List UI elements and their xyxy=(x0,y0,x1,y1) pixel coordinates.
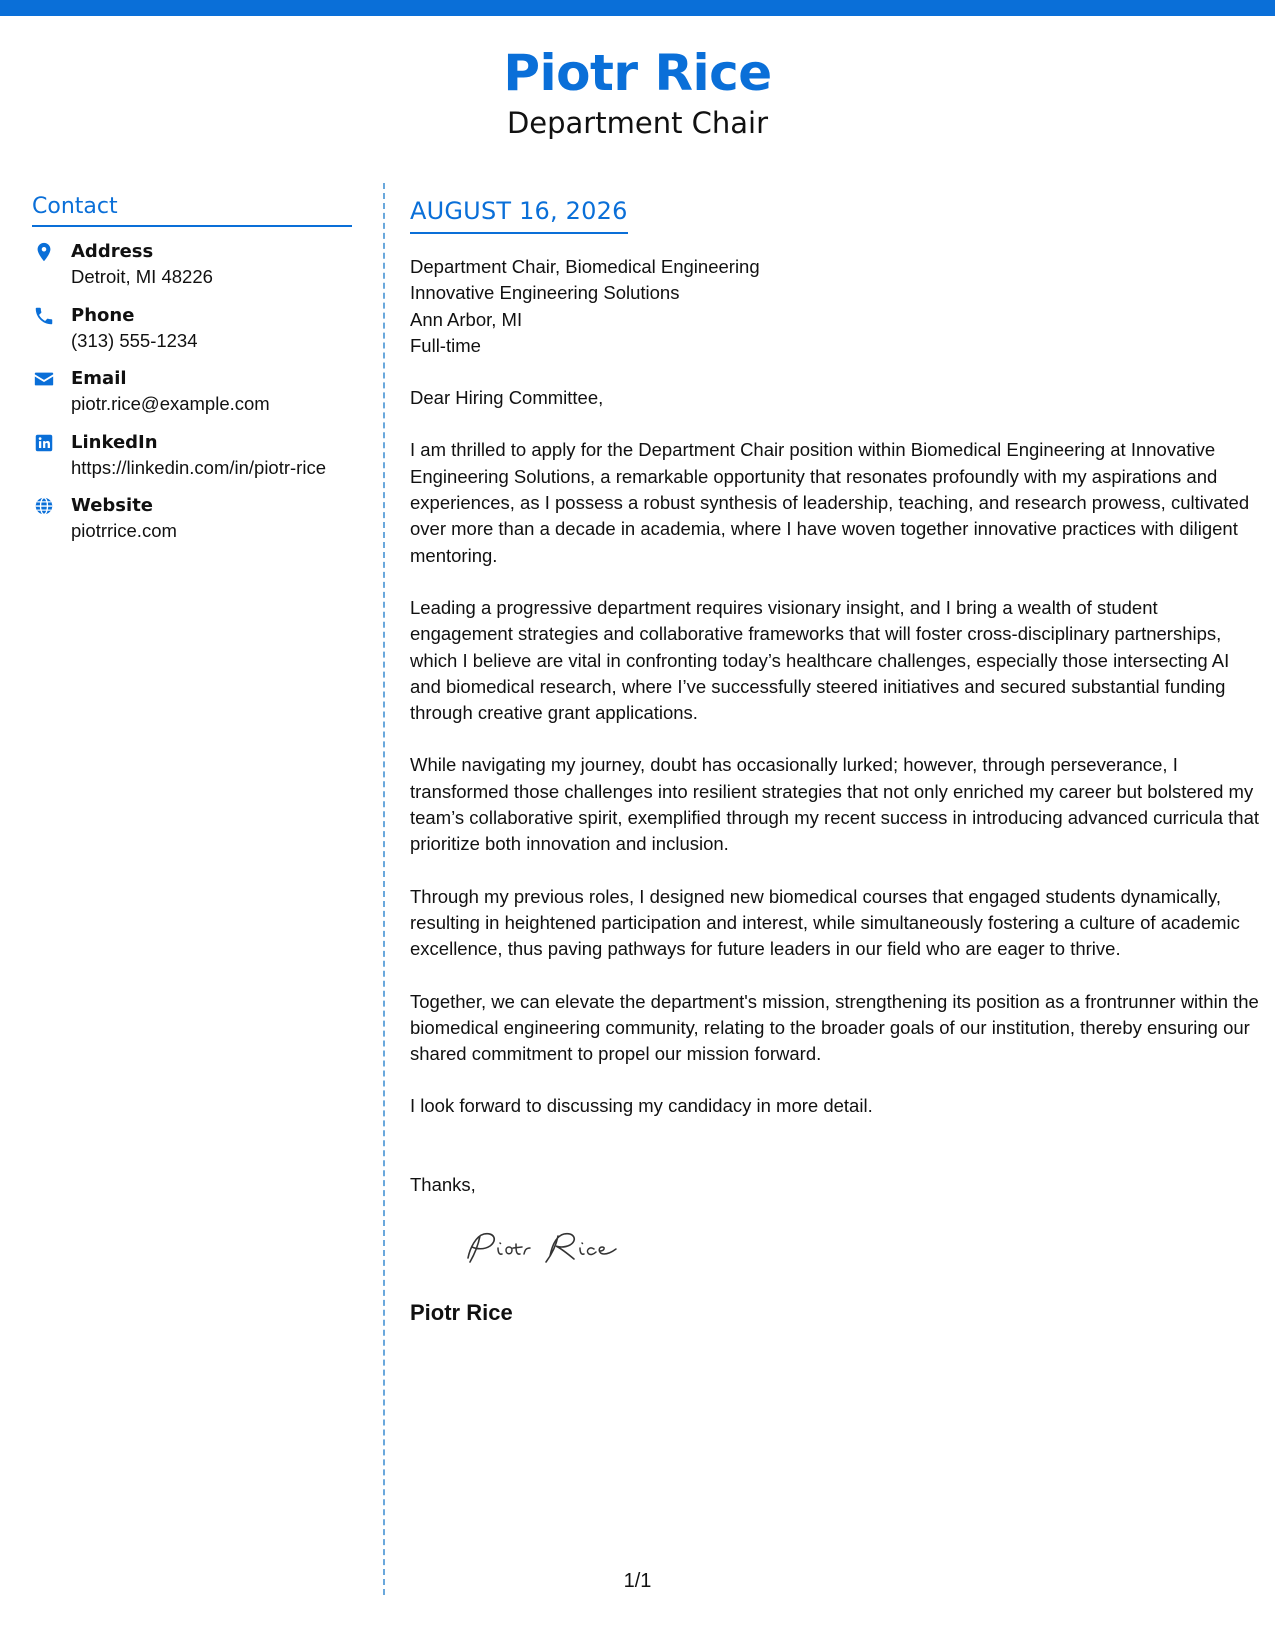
contact-label: Email xyxy=(71,368,127,389)
contact-item-phone xyxy=(32,304,352,368)
contact-heading: Contact xyxy=(32,193,352,227)
linkedin-icon xyxy=(33,432,55,454)
contact-label: LinkedIn xyxy=(71,431,158,453)
contact-list xyxy=(32,240,352,558)
page-number: 1/1 xyxy=(623,1570,652,1592)
phone-icon xyxy=(33,305,55,327)
column-divider xyxy=(383,183,385,1595)
location-pin-icon xyxy=(33,241,55,263)
signer-name: Piotr Rice xyxy=(410,1300,513,1326)
closing: Thanks, xyxy=(410,1173,476,1195)
contact-item-email xyxy=(32,367,352,431)
contact-label: Phone xyxy=(71,304,135,326)
recipient-line: Department Chair, Biomedical Engineering xyxy=(410,256,760,277)
salutation: Dear Hiring Committee, xyxy=(410,387,604,409)
body-paragraph: I look forward to discussing my candidacy in more detail. xyxy=(410,1095,873,1117)
linkedin-value[interactable]: https://linkedin.com/in/piotr-rice xyxy=(71,456,326,478)
top-accent-bar xyxy=(0,0,1275,16)
contact-item-address xyxy=(32,240,352,304)
phone-value[interactable]: (313) 555-1234 xyxy=(71,329,198,351)
recipient-line: Full-time xyxy=(410,334,481,356)
applicant-title: Department Chair xyxy=(506,106,769,140)
contact-label: Website xyxy=(71,495,154,516)
email-value[interactable]: piotr.rice@example.com xyxy=(71,393,270,414)
contact-label: Address xyxy=(71,241,154,262)
letter-date: AUGUST 16, 2026 xyxy=(410,196,628,234)
contact-sidebar xyxy=(32,193,352,558)
body-paragraph: Together, we can elevate the department's mission, strengthening its position as a frontrunner within the biomedical engineering community, relating to the broader goals of our institution, thereby ensuring our shared commitment to propel our mission forward. xyxy=(410,990,1259,1065)
body-paragraph: While navigating my journey, doubt has occasionally lurked; however, through perseverance, I transformed those challenges into resilient strategies that not only enriched my career but bolstered my team’s collaborative spirit, exemplified through my recent success in introducing advanced curricula that prioritize both innovation and inclusion. xyxy=(410,754,1260,855)
contact-item-linkedin xyxy=(32,431,352,495)
body-paragraph: Leading a progressive department requires visionary insight, and I bring a wealth of student engagement strategies and collaborative frameworks that will foster cross-disciplinary partnerships, which I believe are vital in confronting today’s healthcare challenges, especially those intersecting AI and biomedical research, where I’ve successfully steered initiatives and secured substantial funding through creative grant applications. xyxy=(410,596,1230,724)
letter-body xyxy=(410,196,1260,1327)
applicant-name: Piotr Rice xyxy=(503,44,772,102)
address-value: Detroit, MI 48226 xyxy=(71,266,213,287)
envelope-icon xyxy=(33,368,55,390)
body-paragraph: I am thrilled to apply for the Department Chair position within Biomedical Engineering at Innovative Engineering Solutions, a remarkable opportunity that resonates profoundly with my aspirations and experiences, as I possess a robust synthesis of leadership, teaching, and research prowess, cultivated over more than a decade in academia, where I have woven together innovative practices with diligent mentoring. xyxy=(410,439,1250,566)
recipient-block xyxy=(410,254,1260,359)
globe-icon xyxy=(33,495,55,517)
recipient-line: Ann Arbor, MI xyxy=(410,308,523,330)
letter-header xyxy=(0,42,1275,142)
website-value[interactable]: piotrrice.com xyxy=(71,520,177,541)
body-paragraph: Through my previous roles, I designed new biomedical courses that engaged students dynamically, resulting in heightened participation and interest, while simultaneously fostering a culture of academic excellence, thus paving pathways for future leaders in our field who are eager to thrive. xyxy=(410,885,1240,960)
contact-item-website xyxy=(32,494,352,558)
handwritten-signature xyxy=(454,1222,634,1272)
recipient-line: Innovative Engineering Solutions xyxy=(410,282,680,304)
